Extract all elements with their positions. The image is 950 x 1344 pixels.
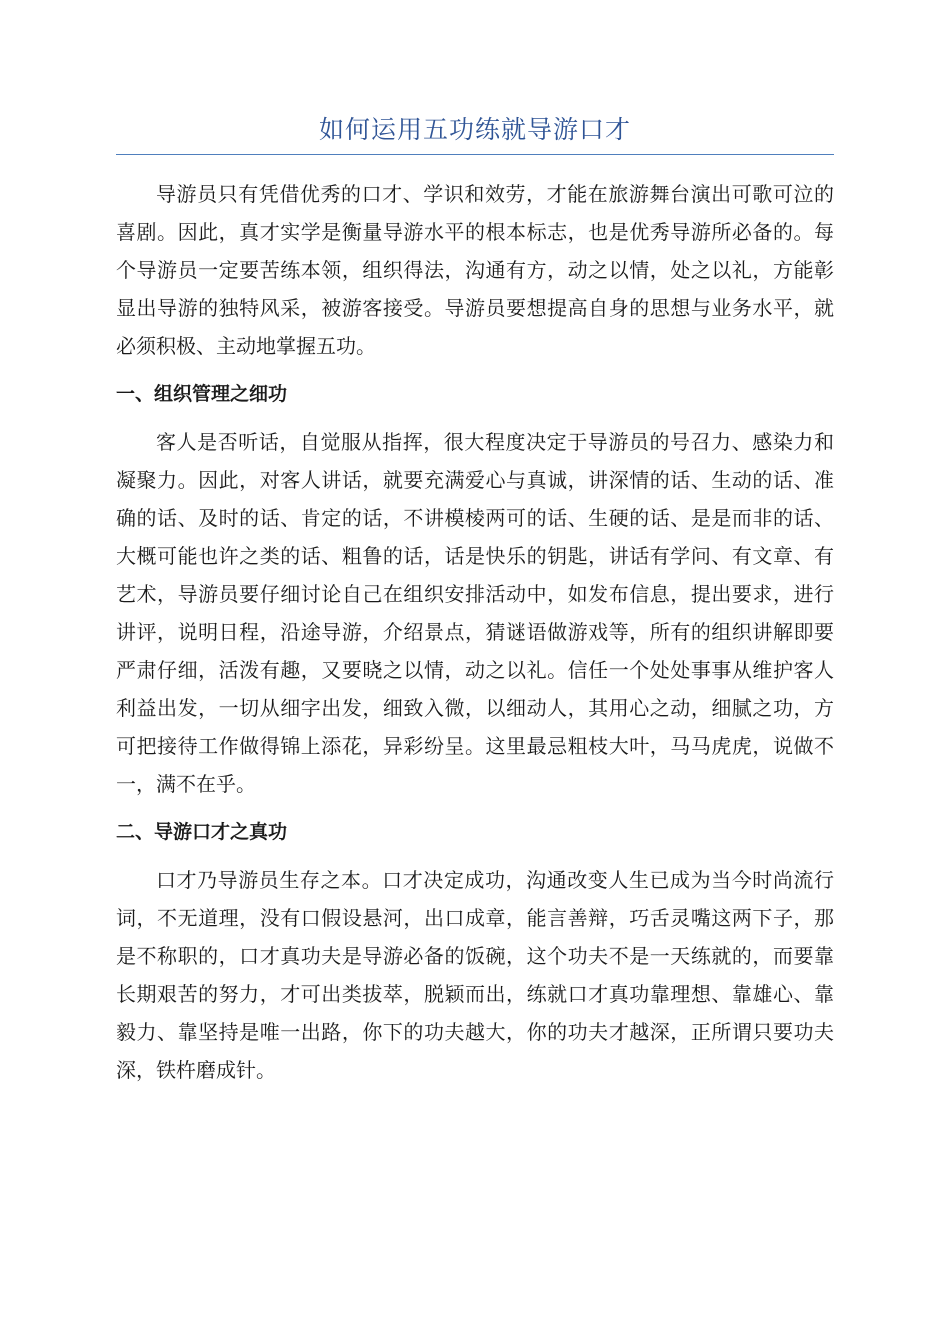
- section-heading-1: 一、组织管理之细功: [116, 383, 288, 405]
- intro-paragraph: 导游员只有凭借优秀的口才、学识和效劳，才能在旅游舞台演出可歌可泣的喜剧。因此，真才实学是衡量导游水平的根本标志，也是优秀导游所必备的。每个导游员一定要苦练本领，组织得法，沟通有方，动之以情，处之以礼，方能彰显出导游的独特风采，被游客接受。导游员要想提高自身的思想与业务水平，就必须积极、主动地掌握五功。: [116, 182, 834, 358]
- section-body-1: 客人是否听话，自觉服从指挥，很大程度决定于导游员的号召力、感染力和凝聚力。因此，对客人讲话，就要充满爱心与真诚，讲深情的话、生动的话、准确的话、及时的话、肯定的话，不讲模棱两可的话、生硬的话、是是而非的话、大概可能也许之类的话、粗鲁的话，话是快乐的钥匙，讲话有学问、有文章、有艺术，导游员要仔细讨论自己在组织安排活动中，如发布信息，提出要求，进行讲评，说明日程，沿途导游，介绍景点，猜谜语做游戏等，所有的组织讲解即要严肃仔细，活泼有趣，又要晓之以情，动之以礼。信任一个处处事事从维护客人利益出发，一切从细字出发，细致入微，以细动人，其用心之动，细腻之功，方可把接待工作做得锦上添花，异彩纷呈。这里最忌粗枝大叶，马马虎虎，说做不一，满不在乎。: [116, 430, 834, 796]
- document-page: [116, 110, 834, 1089]
- title-block: [116, 110, 834, 155]
- section-body-2: 口才乃导游员生存之本。口才决定成功，沟通改变人生已成为当今时尚流行词，不无道理，没有口假设悬河，出口成章，能言善辩，巧舌灵嘴这两下子，那是不称职的，口才真功夫是导游必备的饭碗，这个功夫不是一天练就的，而要靠长期艰苦的努力，才可出类拔萃，脱颖而出，练就口才真功靠理想、靠雄心、靠毅力、靠坚持是唯一出路，你下的功夫越大，你的功夫才越深，正所谓只要功夫深，铁杵磨成针。: [116, 868, 834, 1082]
- section-heading-2: 二、导游口才之真功: [116, 821, 288, 843]
- page-title: 如何运用五功练就导游口才: [318, 115, 631, 144]
